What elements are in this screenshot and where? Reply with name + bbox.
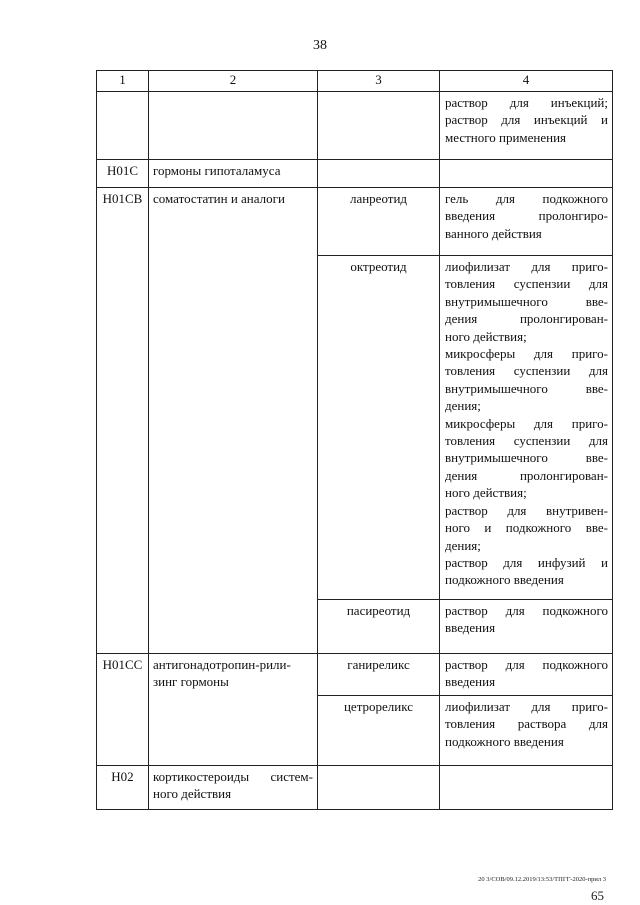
document-footer-code: 20 3/СОВ/09.12.2019/13:53/ТПГГ-2020-прил 3: [478, 876, 606, 883]
dosage-form-cell: [440, 188, 613, 256]
form-line: дения;: [445, 537, 481, 553]
dosage-form-cell: [440, 696, 613, 766]
atc-code: H01C: [97, 160, 149, 188]
drug-cell: [318, 160, 440, 188]
dosage-form-cell: [440, 766, 613, 810]
dosage-form-cell: [440, 256, 613, 600]
form-line: подкожного введения: [445, 733, 564, 749]
form-line: местного применения: [445, 129, 567, 145]
form-line: товления суспензии для: [445, 363, 608, 379]
dosage-form-cell: [440, 600, 613, 654]
code-cell: [97, 92, 149, 160]
form-line: внутримышечного вве-: [445, 380, 608, 396]
form-line: дения пролонгирован-: [445, 311, 608, 327]
form-line: товления суспензии для: [445, 433, 608, 449]
table-row-h01c: [97, 160, 613, 188]
form-line: гель для подкожного: [445, 191, 608, 206]
header-col-2: 2: [149, 71, 318, 92]
header-col-1: 1: [97, 71, 149, 92]
table-row-h01cb-lanreotide: [97, 188, 613, 256]
group-name: соматостатин и аналоги: [149, 188, 318, 654]
form-line: ванного действия: [445, 225, 542, 241]
table-row-continuation: [97, 92, 613, 160]
footer-page-number: 65: [591, 888, 604, 903]
form-line: дения пролонгирован-: [445, 467, 608, 483]
dosage-form-cell: [440, 654, 613, 696]
drug-name: цетрореликс: [318, 696, 440, 766]
drug-name: октреотид: [318, 256, 440, 600]
form-line: подкожного введения: [445, 572, 564, 588]
form-line: товления раствора для: [445, 716, 608, 732]
group-line: антигонадотропин-рили-: [153, 657, 291, 672]
drug-name: пасиреотид: [318, 600, 440, 654]
form-line: введения пролонгиро-: [445, 208, 608, 224]
drug-cell: [318, 766, 440, 810]
form-line: лиофилизат для приго-: [445, 699, 608, 714]
table-row-h02: [97, 766, 613, 810]
form-line: внутримышечного вве-: [445, 450, 608, 466]
group-line: зинг гормоны: [153, 674, 229, 690]
form-line: микросферы для приго-: [445, 346, 608, 362]
form-line: раствор для инфузий и: [445, 554, 608, 570]
header-col-4: 4: [440, 71, 613, 92]
atc-code: H01CB: [97, 188, 149, 654]
header-col-3: 3: [318, 71, 440, 92]
table-row-h01cc-ganirelix: [97, 654, 613, 696]
form-line: микросферы для приго-: [445, 415, 608, 431]
group-name: [149, 766, 318, 810]
dosage-form-cell: [440, 92, 613, 160]
form-line: ного и подкожного вве-: [445, 520, 608, 536]
form-line: внутримышечного вве-: [445, 293, 608, 309]
form-line: введения: [445, 674, 496, 690]
page-number: 38: [313, 38, 327, 53]
atc-code: H02: [97, 766, 149, 810]
form-line: ного действия;: [445, 328, 527, 344]
form-line: раствор для подкожного: [445, 603, 608, 618]
drug-table: [96, 70, 613, 810]
group-line: ного действия: [153, 786, 232, 802]
drug-name: ланреотид: [318, 188, 440, 256]
table-header-row: [97, 71, 613, 92]
form-line: раствор для подкожного: [445, 657, 608, 672]
group-name: [149, 654, 318, 766]
form-line: введения: [445, 620, 496, 636]
form-line: дения;: [445, 398, 481, 414]
atc-code: H01CC: [97, 654, 149, 766]
group-cell: [149, 92, 318, 160]
group-line: кортикостероиды систем-: [153, 769, 313, 784]
form-line: раствор для внутривен-: [445, 502, 608, 518]
drug-cell: [318, 92, 440, 160]
drug-name: ганиреликс: [318, 654, 440, 696]
form-line: раствор для инъекций и: [445, 112, 608, 128]
dosage-form-cell: [440, 160, 613, 188]
form-line: товления суспензии для: [445, 276, 608, 292]
form-line: раствор для инъекций;: [445, 95, 608, 110]
form-line: лиофилизат для приго-: [445, 259, 608, 274]
group-name: гормоны гипоталамуса: [149, 160, 318, 188]
form-line: ного действия;: [445, 485, 527, 501]
